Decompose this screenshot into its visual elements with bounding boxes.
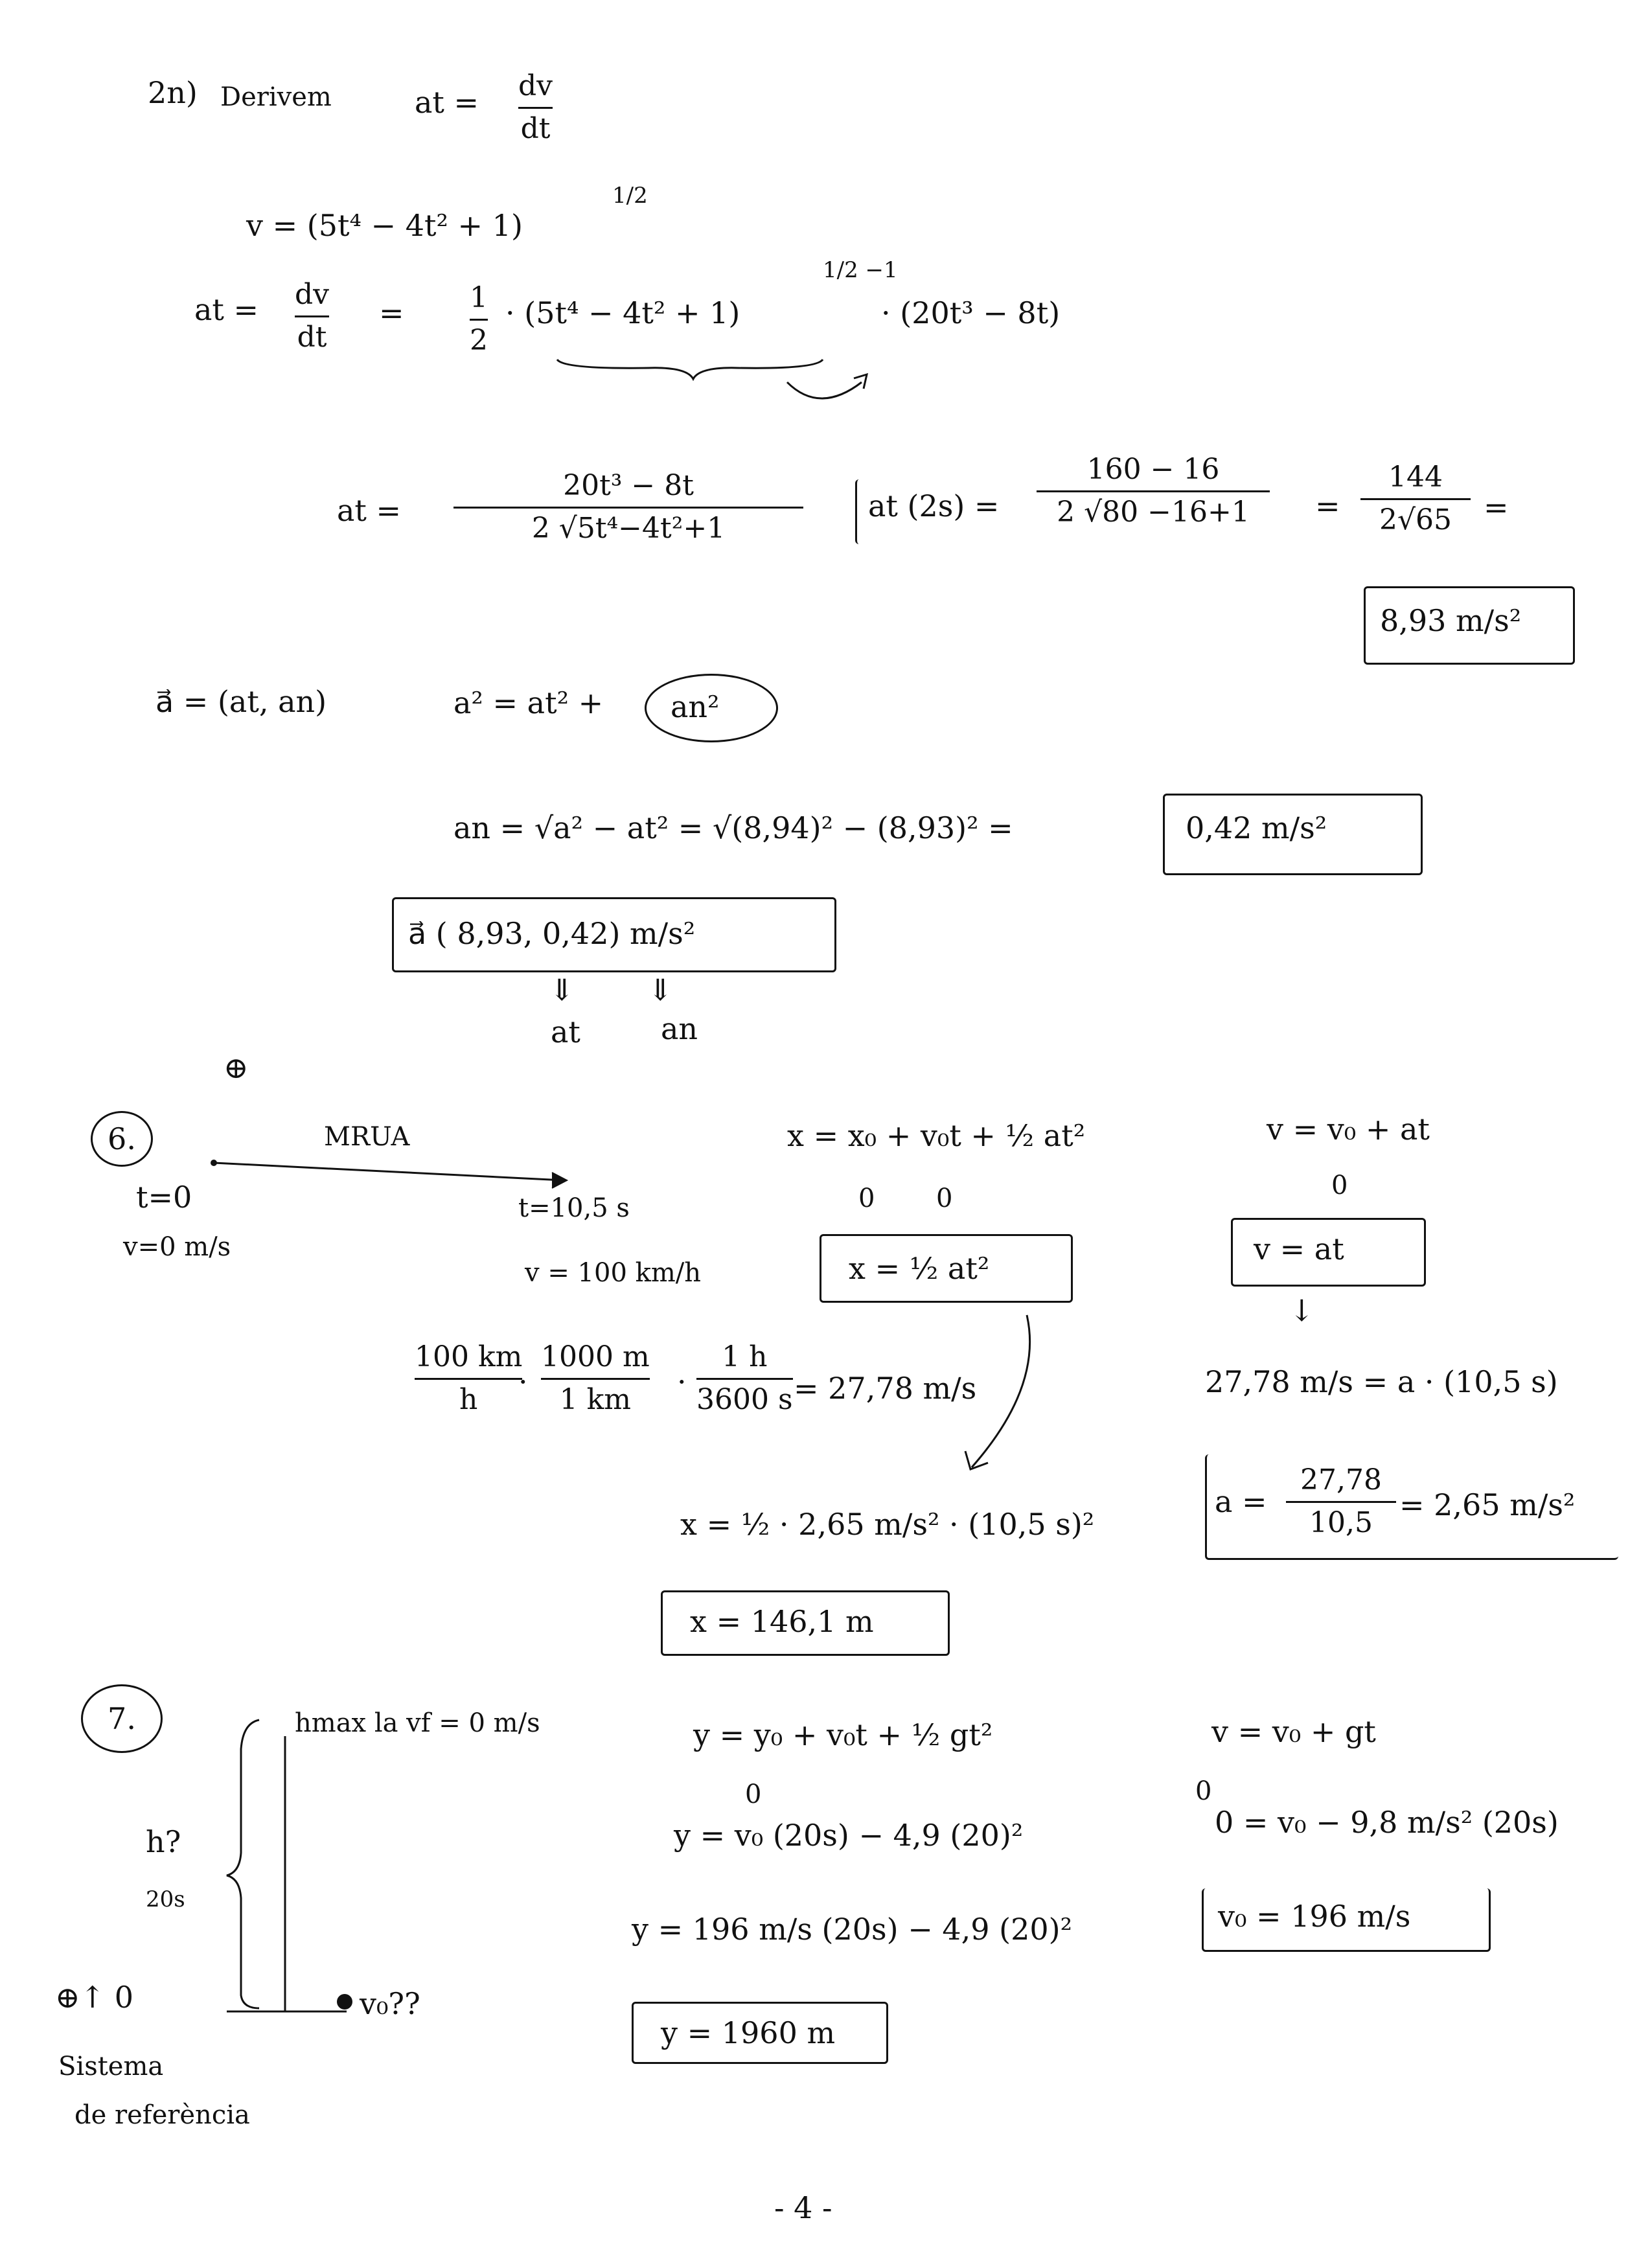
v-equation-7: v = v₀ + gt	[1211, 1714, 1376, 1749]
dot-2: ·	[677, 1364, 687, 1399]
zero-v0-b: 0	[1331, 1171, 1348, 1200]
at2s-equals-2: =	[1484, 490, 1509, 525]
x-result: x = 146,1 m	[690, 1604, 874, 1639]
zero-x0: 0	[858, 1184, 875, 1213]
y-result: y = 1960 m	[661, 2015, 836, 2050]
v-final: v = 100 km/h	[525, 1258, 702, 1288]
velocity-expression: v = (5t⁴ − 4t² + 1)	[246, 208, 523, 243]
y-equation: y = y₀ + v₀t + ½ gt²	[693, 1717, 993, 1752]
conversion-h-s: 1 h 3600 s	[696, 1340, 793, 1416]
chain-exponent: 1/2 −1	[823, 257, 898, 283]
y-substitution-2: y = 196 m/s (20s) − 4,9 (20)²	[632, 1912, 1073, 1947]
chain-factor: · (5t⁴ − 4t² + 1)	[505, 295, 740, 330]
conversion-m-km: 1000 m 1 km	[541, 1340, 650, 1416]
acceleration-vector: a⃗ = (at, an)	[155, 684, 327, 719]
at2s-fraction-simplified: 144 2√65	[1360, 461, 1471, 536]
label-an: an	[661, 1011, 698, 1046]
an-squared: an²	[671, 689, 720, 724]
time-label: 20s	[146, 1886, 185, 1912]
an-result: 0,42 m/s²	[1186, 810, 1327, 845]
a-squared: a² = at² +	[453, 685, 604, 720]
height-question: h?	[146, 1824, 181, 1859]
origin-plus: ⊕↑ 0	[55, 1980, 133, 2015]
velocity-exponent: 1/2	[612, 183, 648, 209]
chain-derivative: · (20t³ − 8t)	[881, 295, 1061, 330]
y-substitution-1: y = v₀ (20s) − 4,9 (20)²	[674, 1818, 1024, 1853]
at-definition-lhs: at =	[415, 85, 479, 120]
problem-7-number: 7.	[81, 1684, 163, 1753]
plus-direction: ⊕	[224, 1050, 249, 1085]
reference-system-line2: de referència	[75, 2100, 250, 2130]
initial-velocity-question: v₀??	[360, 1986, 420, 2021]
at-line-lhs: at =	[194, 292, 259, 327]
x-calculation: x = ½ · 2,65 m/s² · (10,5 s)²	[680, 1507, 1095, 1542]
at-definition-fraction	[518, 70, 553, 145]
at-line-fraction: dv dt	[295, 278, 330, 354]
derive-word: Derivem	[220, 82, 332, 112]
zero-v: 0	[1195, 1776, 1212, 1806]
v-initial: v=0 m/s	[123, 1232, 231, 1262]
at2s-lhs: at (2s) =	[868, 488, 1000, 523]
dot-1: ·	[518, 1364, 528, 1399]
at-definition-num: dv	[518, 69, 553, 102]
a-final: a⃗ ( 8,93, 0,42) m/s²	[408, 916, 696, 951]
at2s-fraction: 160 − 16 2 √80 −16+1	[1037, 453, 1270, 529]
part-label: 2n)	[148, 75, 198, 110]
a-fraction: 27,78 10,5	[1286, 1464, 1396, 1539]
a-result: = 2,65 m/s²	[1399, 1487, 1576, 1522]
conversion-km-h: 100 km h	[415, 1340, 523, 1416]
acceleration-substitution: 27,78 m/s = a · (10,5 s)	[1205, 1364, 1558, 1399]
at2s-result: 8,93 m/s²	[1380, 603, 1522, 638]
page-number: - 4 -	[774, 2190, 832, 2225]
t-initial: t=0	[136, 1180, 192, 1215]
v-equation: v = v₀ + at	[1267, 1112, 1430, 1147]
v0-result: v₀ = 196 m/s	[1218, 1899, 1411, 1934]
reference-system-line1: Sistema	[58, 2052, 164, 2081]
arrow-an: ⇓	[648, 972, 673, 1007]
equals-sign: =	[379, 295, 404, 330]
v-formula: v = at	[1254, 1231, 1344, 1266]
half-fraction: 1 2	[470, 281, 488, 357]
at-result-fraction: 20t³ − 8t 2 √5t⁴−4t²+1	[453, 470, 803, 545]
zero-v0: 0	[936, 1184, 953, 1213]
a-lhs: a =	[1215, 1484, 1267, 1519]
at-result-lhs: at =	[337, 493, 402, 528]
an-equation: an = √a² − at² = √(8,94)² − (8,93)² =	[453, 810, 1013, 845]
x-formula: x = ½ at²	[849, 1251, 990, 1286]
conversion-result: = 27,78 m/s	[794, 1371, 977, 1406]
problem-6-number: 6.	[91, 1111, 153, 1167]
t-final: t=10,5 s	[518, 1193, 630, 1223]
arrow-at: ⇓	[549, 972, 575, 1007]
x-equation: x = x₀ + v₀t + ½ at²	[787, 1118, 1086, 1153]
v-substitution: 0 = v₀ − 9,8 m/s² (20s)	[1215, 1805, 1559, 1840]
at-definition-den: dt	[520, 111, 551, 145]
hmax-label: hmax la vf = 0 m/s	[295, 1708, 540, 1738]
mrua-label: MRUA	[324, 1122, 410, 1152]
at2s-equals: =	[1315, 488, 1340, 523]
down-arrow: ↓	[1289, 1293, 1314, 1328]
zero-y0: 0	[745, 1780, 762, 1809]
label-at: at	[551, 1014, 580, 1049]
